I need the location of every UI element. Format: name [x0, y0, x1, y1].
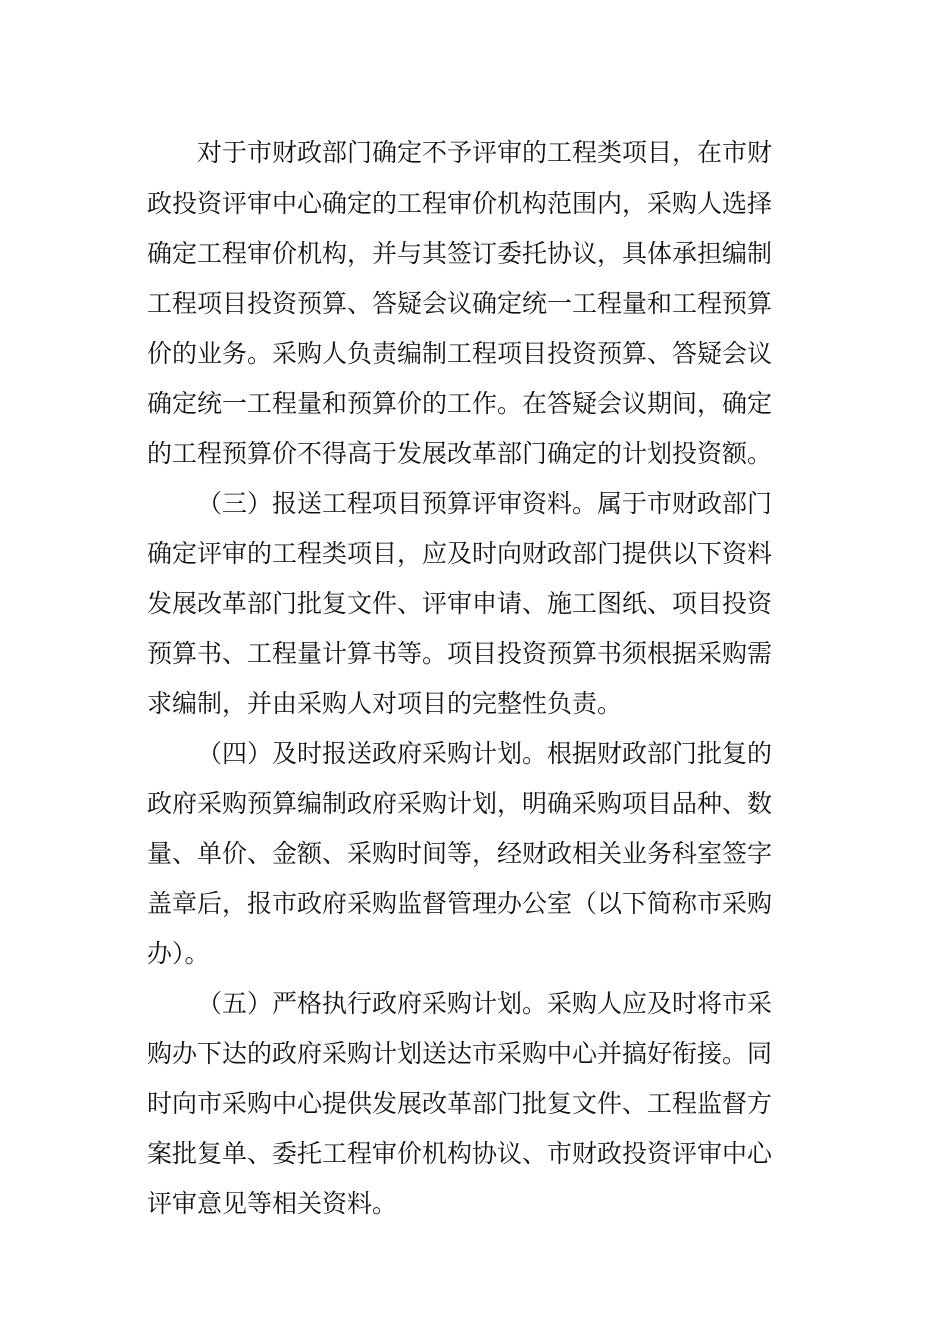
text-line: 评审意见等相关资料。 [147, 1189, 398, 1218]
text-line: 确定统一工程量和预算价的工作。在答疑会议期间，确定 [147, 389, 773, 418]
text-line: 的工程预算价不得高于发展改革部门确定的计划投资额。 [147, 439, 773, 468]
text-line: 政投资评审中心确定的工程审价机构范围内，采购人选择 [147, 189, 773, 218]
text-line: 案批复单、委托工程审价机构协议、市财政投资评审中心 [147, 1139, 773, 1168]
text-line: 盖章后，报市政府采购监督管理办公室（以下简称市采购 [147, 889, 773, 918]
text-line: 办）。 [147, 939, 210, 968]
text-line: 求编制，并由采购人对项目的完整性负责。 [147, 689, 623, 718]
text-line: 政府采购预算编制政府采购计划，明确采购项目品种、数 [147, 789, 773, 818]
text-line: 确定工程审价机构，并与其签订委托协议，具体承担编制 [147, 239, 773, 268]
text-line: （五）严格执行政府采购计划。采购人应及时将市采 [197, 989, 773, 1018]
text-line: 价的业务。采购人负责编制工程项目投资预算、答疑会议 [147, 339, 773, 368]
text-line: 确定评审的工程类项目，应及时向财政部门提供以下资料 [147, 539, 773, 568]
text-line: 工程项目投资预算、答疑会议确定统一工程量和工程预算 [147, 289, 773, 318]
text-line: 发展改革部门批复文件、评审申请、施工图纸、项目投资 [147, 589, 773, 618]
text-line: 预算书、工程量计算书等。项目投资预算书须根据采购需 [147, 639, 773, 668]
text-line: 时向市采购中心提供发展改革部门批复文件、工程监督方 [147, 1089, 773, 1118]
text-line: （四）及时报送政府采购计划。根据财政部门批复的 [197, 739, 773, 768]
text-line: （三）报送工程项目预算评审资料。属于市财政部门 [197, 489, 773, 518]
text-line: 对于市财政部门确定不予评审的工程类项目，在市财 [197, 138, 773, 167]
text-line: 量、单价、金额、采购时间等，经财政相关业务科室签字 [147, 839, 773, 868]
text-line: 购办下达的政府采购计划送达市采购中心并搞好衔接。同 [147, 1039, 773, 1068]
